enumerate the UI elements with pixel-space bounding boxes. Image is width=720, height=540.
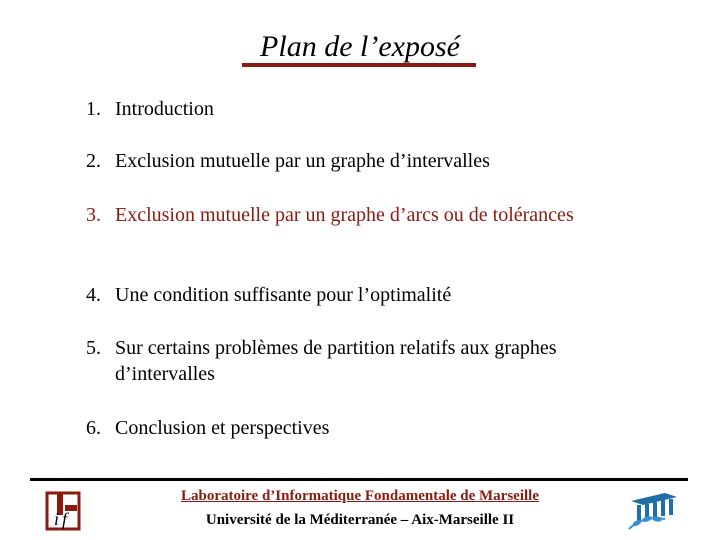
agenda-item-current: [86, 202, 586, 228]
agenda-item-number: 1.: [86, 98, 101, 120]
agenda-item-number: 6.: [86, 417, 101, 439]
agenda-item-number: 3.: [86, 204, 101, 226]
agenda-item: [86, 415, 646, 441]
agenda-item-text: Exclusion mutuelle par un graphe d’arcs ou de tolérances: [115, 204, 574, 226]
footer-lab-name: Laboratoire d’Informatique Fondamentale de Marseille: [180, 488, 539, 504]
agenda-item: [86, 335, 586, 387]
university-logo-icon: [625, 489, 685, 540]
footer-divider: [30, 478, 688, 481]
agenda-item-text: Introduction: [115, 98, 214, 120]
svg-text:i: i: [54, 509, 60, 529]
agenda-item-text: Conclusion et perspectives: [115, 417, 330, 439]
agenda-item: [86, 148, 646, 174]
slide-title: Plan de l’exposé: [260, 30, 460, 63]
agenda-item-text: Une condition suffisante pour l’optimalité: [115, 284, 452, 306]
svg-text:f: f: [62, 509, 68, 529]
agenda-item-number: 5.: [86, 337, 101, 359]
agenda-item: [86, 282, 646, 308]
title-underline: [242, 63, 476, 67]
agenda-item: [86, 96, 646, 122]
agenda-item-number: 2.: [86, 150, 101, 172]
agenda-item-number: 4.: [86, 284, 101, 306]
agenda-item-text: Exclusion mutuelle par un graphe d’intervalles: [115, 150, 490, 172]
agenda-item-text: Sur certains problèmes de partition relatifs aux graphes d’intervalles: [115, 337, 557, 385]
footer-university-name: Université de la Méditerranée – Aix-Marseille II: [205, 512, 515, 528]
